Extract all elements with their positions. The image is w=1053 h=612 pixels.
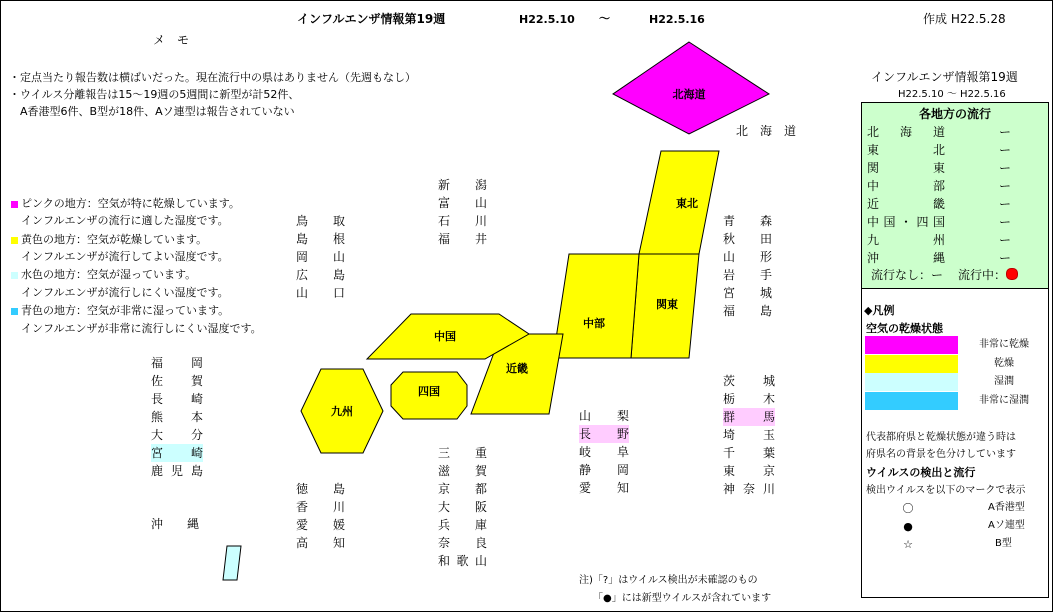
bg-note-line: 府県名の背景を色分けしています [866,449,1016,460]
legend-lightblue-line1: 水色の地方：空気が湿っています。 [21,268,197,281]
pref-list-kanto [723,372,775,498]
pref-list-tohoku [723,212,772,320]
right-panel [861,102,1049,598]
legend-blue-line2: インフルエンザが非常に流行しにくい湿度です。 [21,322,262,335]
status-row [867,195,1043,213]
status-heading: 各地方の流行 [918,107,991,121]
prefecture-name: 静 岡 [579,463,629,477]
dryness-heading: 空気の乾燥状態 [866,322,943,335]
prefecture-name: 京 都 [438,482,487,496]
memo-heading: メ モ [153,33,190,47]
swatch-label: 乾燥 [994,358,1014,369]
prefecture-name-highlighted: 長 野 [579,427,629,441]
date-to: H22.5.16 [649,13,705,26]
status-key-none: 流行なし：ー [871,268,944,282]
active-dot-icon [1006,268,1018,280]
swatch-humid [865,373,958,391]
legend-blue-line1: 青色の地方：空気が非常に湿っています。 [21,304,230,317]
legend-pink-line2: インフルエンザの流行に適した湿度です。 [21,214,229,227]
status-value: ー [999,143,1012,157]
date-from: H22.5.10 [519,13,575,26]
prefecture-name: 福 井 [438,232,487,246]
prefecture-name: 東 京 [723,464,775,478]
panel-title: インフルエンザ情報第19週 [871,70,1018,84]
virus-mark-label: B型 [995,538,1012,549]
status-region-name: 東北 [867,143,945,157]
prefecture-name: 愛 媛 [296,518,345,532]
prefecture-name: 広 島 [296,268,345,282]
region-label-kanto: 関東 [656,298,678,311]
prefecture-name: 島 根 [296,232,345,246]
note-line: A香港型6件、B型が18件、Aソ連型は報告されていない [9,105,295,118]
prefecture-name: 長 崎 [151,392,203,406]
prefecture-name: 和歌山 [438,554,487,568]
status-value: ー [999,125,1012,139]
region-label-chubu: 中部 [583,317,605,330]
prefecture-name-highlighted: 群 馬 [723,410,775,424]
status-value: ー [999,251,1012,265]
prefecture-name: 埼 玉 [723,428,775,442]
prefecture-name: 香 川 [296,500,345,514]
swatch-very-humid [865,392,958,410]
prefecture-name: 富 山 [438,196,487,210]
pref-list-kinki [438,444,487,570]
swatch-label: 非常に湿潤 [979,395,1029,406]
prefecture-name: 宮 城 [723,286,772,300]
prefecture-name: 山 形 [723,250,772,264]
status-region-name: 九州 [867,233,945,247]
prefecture-name: 山 口 [296,286,345,300]
prefecture-name: 大 阪 [438,500,487,514]
status-value: ー [999,215,1012,229]
status-value: ー [999,233,1012,247]
status-region-name: 中国・四国 [867,215,945,229]
virus-mark-label: A香港型 [988,502,1025,513]
pref-list-shikoku [296,480,345,552]
pref-list-hokkaido [736,122,797,140]
status-value: ー [999,179,1012,193]
swatch-label: 非常に乾燥 [979,339,1029,350]
prefecture-name: 新 潟 [438,178,487,192]
region-label-tohoku: 東北 [676,197,698,210]
status-row [867,249,1043,267]
prefecture-name: 鳥 取 [296,214,345,228]
pref-list-chubu [579,407,629,497]
pref-okinawa [151,515,199,533]
prefecture-name: 山 梨 [579,409,629,423]
virus-note: 検出ウイルスを以下のマークで表示 [866,485,1026,496]
region-label-kyushu: 九州 [331,405,353,418]
prefecture-name: 高 知 [296,536,345,550]
bg-note-line: 代表都府県と乾燥状態が違う時は [866,432,1016,443]
report-title: インフルエンザ情報第19週 [297,12,446,26]
regional-status-box [862,103,1048,289]
prefecture-name: 福 岡 [151,356,203,370]
status-row [867,231,1043,249]
virus-heading: ウイルスの検出と流行 [866,466,976,479]
pref-list-hokuriku [438,176,487,248]
status-region-name: 北海道 [867,125,945,139]
swatch-very-dry [865,336,958,354]
status-row [867,177,1043,195]
legend-lightblue-line2: インフルエンザが流行しにくい湿度です。 [21,286,229,299]
region-chubu [553,254,639,358]
prefecture-name: 岡 山 [296,250,345,264]
prefecture-name: 三 重 [438,446,487,460]
pref-list-kyushu [151,354,203,480]
status-value: ー [999,197,1012,211]
circle-filled-icon: ● [903,520,913,533]
prefecture-name: 奈 良 [438,536,487,550]
note-line: ・ウイルス分離報告は15〜19週の5週間に新型が計52件、 [9,88,300,101]
status-row [867,141,1043,159]
region-label-shikoku: 四国 [418,385,440,398]
status-row [867,213,1043,231]
prefecture-name: 福 島 [723,304,772,318]
prefecture-name: 兵 庫 [438,518,487,532]
swatch-label: 湿潤 [994,376,1014,387]
date-tilde: 〜 [599,12,610,25]
legend-pink-line1: ピンクの地方：空気が特に乾燥しています。 [21,197,240,210]
okinawa-island [223,546,241,580]
region-label-kinki: 近畿 [506,362,528,375]
footnote-line: 注)「?」はウイルス検出が未確認のもの [579,575,758,586]
prefecture-name: 岐 阜 [579,445,629,459]
prefecture-name: 栃 木 [723,392,775,406]
status-key-active-label: 流行中： [958,268,1007,282]
status-region-name: 関東 [867,161,945,175]
prefecture-name: 石 川 [438,214,487,228]
status-region-name: 近畿 [867,197,945,211]
status-key-active [958,267,1018,283]
prefecture-name: 熊 本 [151,410,203,424]
star-icon: ☆ [903,538,913,551]
prefecture-name: 愛 知 [579,481,629,495]
panel-period: H22.5.10 〜 H22.5.16 [898,89,1006,100]
prefecture-name: 岩 手 [723,268,772,282]
prefecture-name-highlighted: 宮 崎 [151,446,203,460]
prefecture-name: 秋 田 [723,232,772,246]
prefecture-name: 神奈川 [723,482,775,496]
status-region-name: 中部 [867,179,945,193]
prefecture-name: 滋 賀 [438,464,487,478]
prefecture-name: 沖 縄 [151,517,199,531]
prefecture-name: 千 葉 [723,446,775,460]
footnote-line: 「●」には新型ウイルスが含れています [593,593,772,604]
virus-mark-label: Aソ連型 [988,520,1025,531]
region-label-hokkaido: 北海道 [672,88,706,101]
legend-heading: ◆凡例 [864,304,895,317]
swatch-dry [865,355,958,373]
prefecture-name: 鹿児島 [151,464,203,478]
prefecture-name: 茨 城 [723,374,775,388]
status-row [867,123,1043,141]
prefecture-name: 大 分 [151,428,203,442]
region-label-chugoku: 中国 [434,330,456,343]
status-value: ー [999,161,1012,175]
status-region-name: 沖縄 [867,251,945,265]
prefecture-name: 佐 賀 [151,374,203,388]
circle-open-icon: 〇 [902,502,914,515]
status-row [867,159,1043,177]
legend-yellow-line1: 黄色の地方：空気が乾燥しています。 [21,233,208,246]
note-line: ・定点当たり報告数は横ばいだった。現在流行中の県はありません（先週もなし） [9,71,416,84]
pref-list-chugoku [296,212,345,302]
prefecture-name: 青 森 [723,214,772,228]
prefecture-name: 徳 島 [296,482,345,496]
created-date: 作成 H22.5.28 [923,12,1006,26]
legend-yellow-line2: インフルエンザが流行してよい湿度です。 [21,250,229,263]
prefecture-name: 北 海 道 [736,124,797,138]
